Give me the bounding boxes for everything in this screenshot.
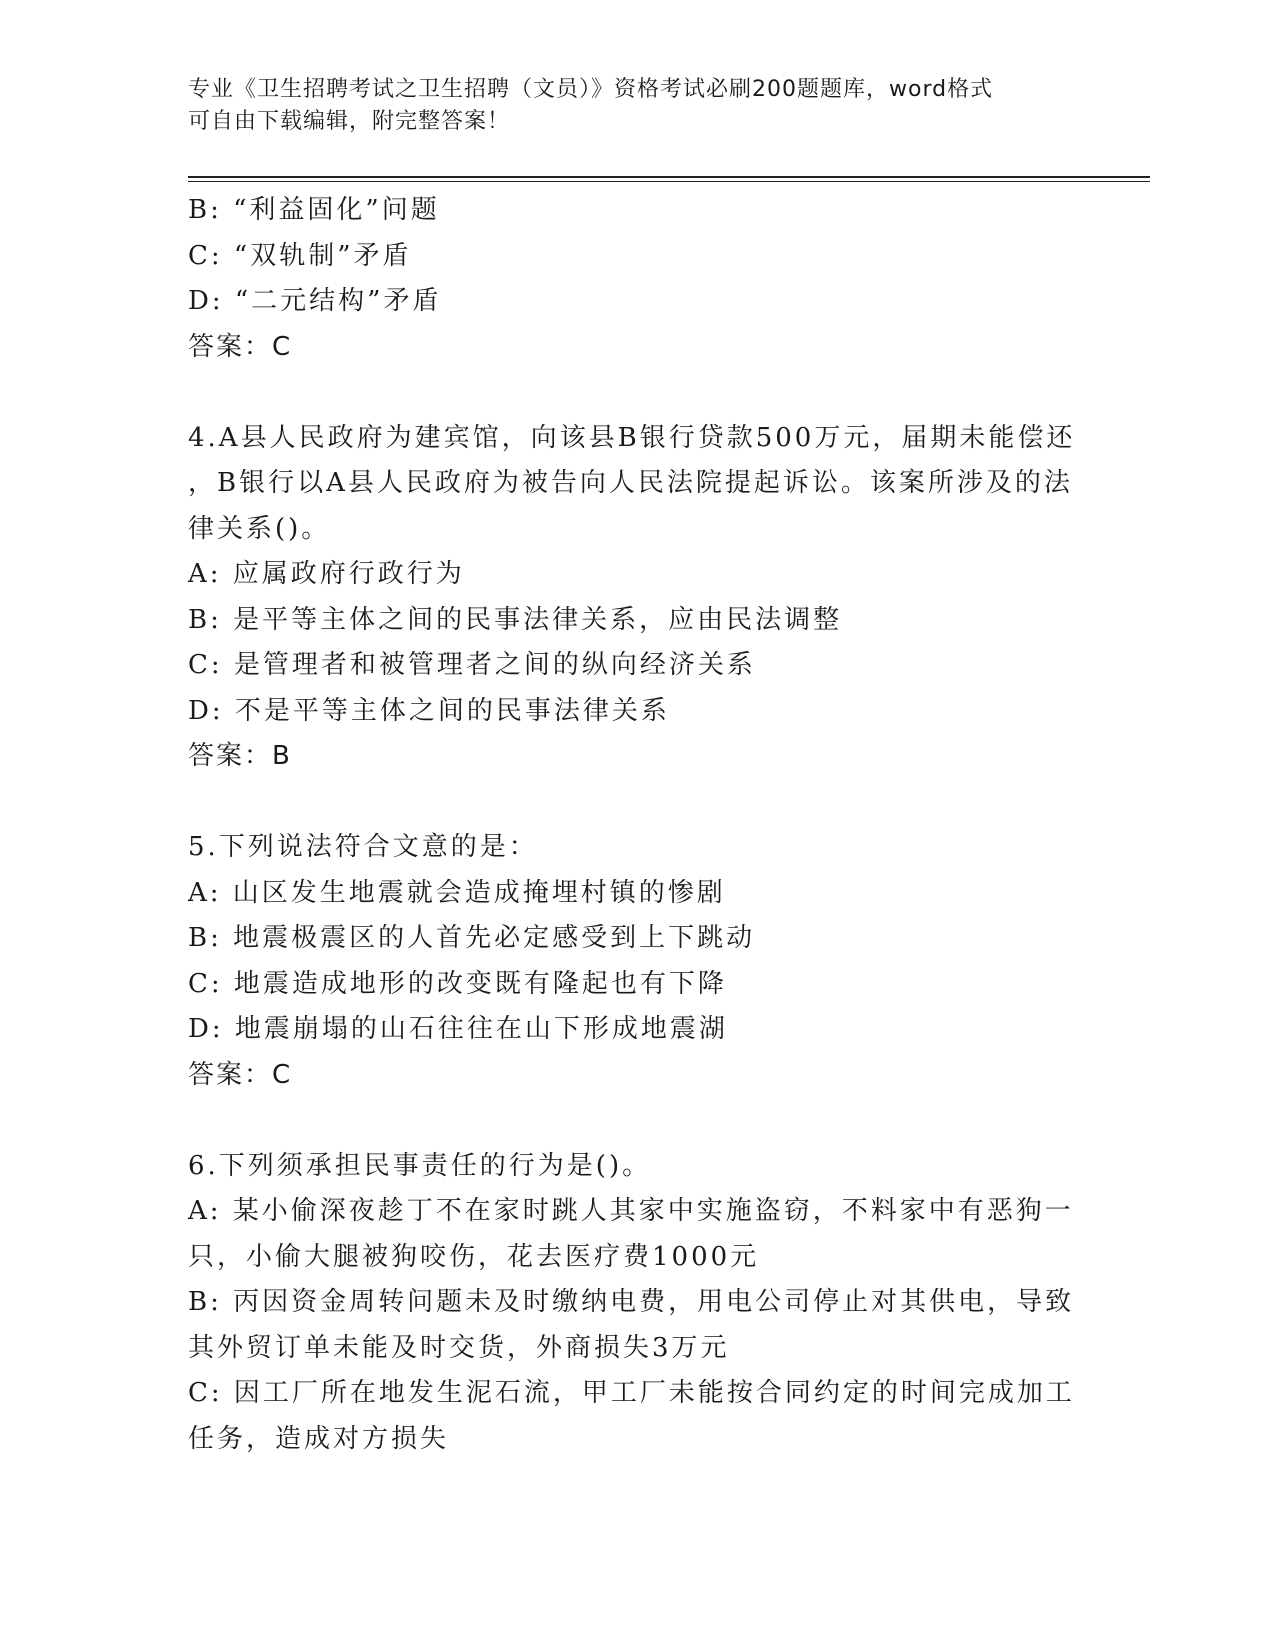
option-b: B: 是平等主体之间的民事法律关系，应由民法调整 (188, 604, 843, 635)
spacer (188, 780, 1088, 826)
option-c: C: 地震造成地形的改变既有隆起也有下降 (188, 968, 727, 999)
option-c: C: 因工厂所在地发生泥石流，甲工厂未能按合同约定的时间完成加工 (188, 1378, 1075, 1408)
option-a: A: 应属政府行政行为 (188, 559, 465, 589)
question-6 (188, 1144, 1088, 1463)
answer: 答案：B (188, 741, 292, 771)
header-divider-thick (188, 176, 1150, 178)
question-5 (188, 825, 1088, 1098)
answer: 答案：C (188, 1059, 293, 1090)
question-stem: ，B银行以A县人民政府为被告向人民法院提起诉讼。该案所涉及的法 (188, 468, 1073, 498)
option-a: A: 山区发生地震就会造成掩埋村镇的惨剧 (188, 877, 726, 908)
option-c: C: “双轨制”矛盾 (188, 240, 412, 271)
spacer (188, 1098, 1088, 1144)
header-divider-thin (188, 181, 1150, 182)
document-body (188, 188, 1088, 1462)
option-c: C: 是管理者和被管理者之间的纵向经济关系 (188, 650, 756, 680)
question-3 (188, 188, 1088, 370)
option-d: D: 不是平等主体之间的民事法律关系 (188, 695, 670, 726)
option-c-continued: 任务，造成对方损失 (188, 1423, 450, 1454)
spacer (188, 370, 1088, 416)
option-b: B: 地震极震区的人首先必定感受到上下跳动 (188, 923, 756, 953)
option-b: B: 丙因资金周转问题未及时缴纳电费，用电公司停止对其供电，导致 (188, 1287, 1075, 1317)
option-b: B: “利益固化”问题 (188, 195, 440, 225)
option-a-continued: 只，小偷大腿被狗咬伤，花去医疗费1000元 (188, 1241, 760, 1272)
question-stem: 6.下列须承担民事责任的行为是()。 (188, 1150, 652, 1181)
header-line-1: 专业《卫生招聘考试之卫生招聘（文员）》资格考试必刷200题题库，word格式 (188, 77, 994, 102)
option-a: A: 某小偷深夜趁丁不在家时跳人其家中实施盗窃，不料家中有恶狗一 (188, 1196, 1074, 1226)
question-stem: 律关系()。 (188, 513, 331, 544)
option-d: D: “二元结构”矛盾 (188, 286, 442, 316)
option-d: D: 地震崩塌的山石往往在山下形成地震湖 (188, 1014, 728, 1044)
header-line-2: 可自由下载编辑，附完整答案！ (188, 109, 511, 134)
question-stem: 4.A县人民政府为建宾馆，向该县B银行贷款500万元，届期未能偿还 (188, 422, 1076, 453)
answer: 答案：C (188, 331, 293, 362)
question-4 (188, 416, 1088, 780)
option-b-continued: 其外贸订单未能及时交货，外商损失3万元 (188, 1332, 730, 1363)
question-stem: 5.下列说法符合文意的是： (188, 832, 538, 862)
document-header (188, 74, 1088, 138)
